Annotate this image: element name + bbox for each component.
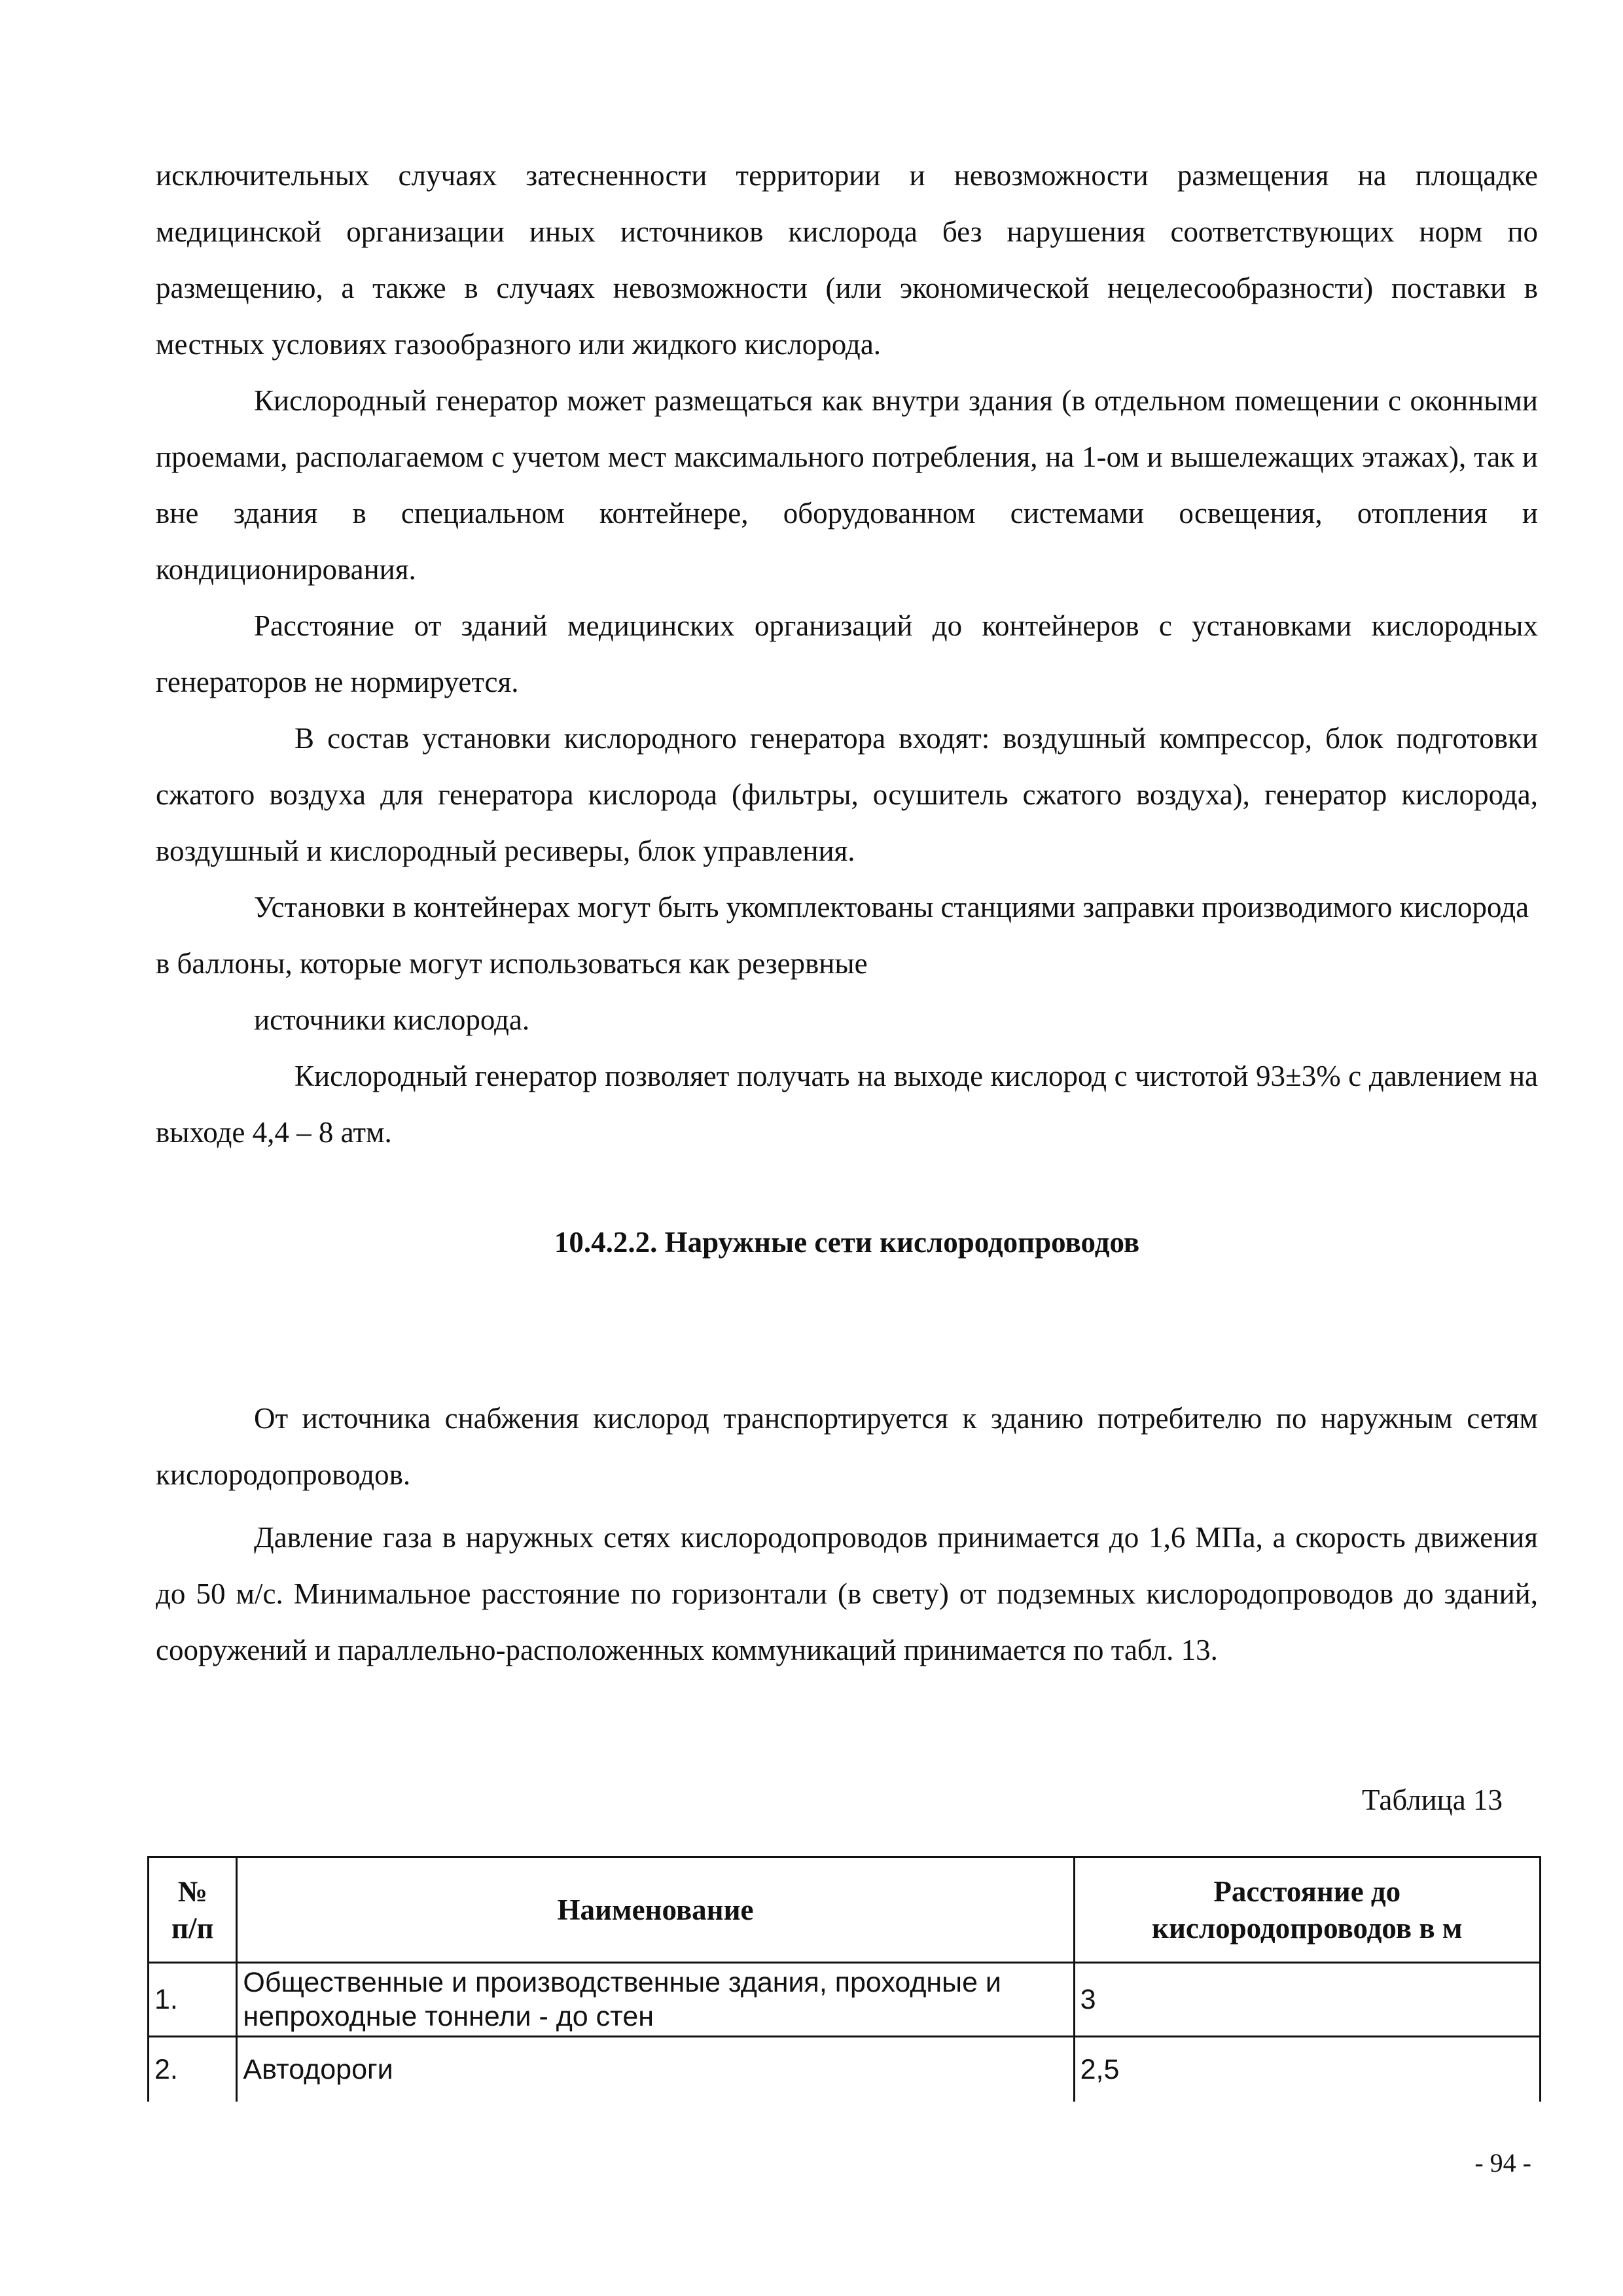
header-number-line1: № <box>177 1875 207 1908</box>
cell-name: Общественные и производственные здания, проходные и непроходные тоннели - до стен <box>237 1963 1074 2037</box>
header-distance <box>1074 1857 1540 1963</box>
body-text-top <box>156 147 1538 1160</box>
paragraph-filling-stations-continued: источники кислорода. <box>254 1003 530 1036</box>
cell-number: 1. <box>149 1963 237 2037</box>
paragraph-oxygen-purity: Кислородный генератор позволяет получать на выходе кислород с чистотой 93±3% с давлением на выходе 4,4 – 8 атм. <box>156 1060 1538 1149</box>
cell-name: Автодороги <box>237 2037 1074 2102</box>
paragraph-generator-placement: Кислородный генератор может размещаться как внутри здания (в отдельном помещении с оконными проемами, располагаемом с учетом мест максимального потребления, на 1-ом и вышележащих этажах), так и вне здания в специальном контейнере, оборудованном системами освещения, отопления и кондиционирования. <box>156 384 1538 586</box>
cell-number: 2. <box>149 2037 237 2102</box>
page-number: - 94 - <box>1474 2148 1531 2178</box>
paragraph-generator-composition: В состав установки кислородного генератора входят: воздушный компрессор, блок подготовки сжатого воздуха для генератора кислорода (фильтры, осушитель сжатого воздуха), генератор кислорода, воздушный и кислородный ресиверы, блок управления. <box>156 722 1538 867</box>
paragraph-filling-stations: Установки в контейнерах могут быть укомплектованы станциями заправки производимого кислорода в баллоны, которые могут использоваться как резервные <box>156 891 1529 980</box>
paragraph-transport: От источника снабжения кислород транспортируется к зданию потребителю по наружным сетям кислородопроводов. <box>156 1402 1538 1491</box>
table-row <box>149 2037 1541 2102</box>
distance-table <box>147 1856 1541 2102</box>
cell-distance: 2,5 <box>1074 2037 1540 2102</box>
paragraph-sources-conditions: исключительных случаях затесненности территории и невозможности размещения на площадке медицинской организации иных источников кислорода без нарушения соответствующих норм по размещению, а также в случаях невозможности (или экономической нецелесообразности) поставки в местных условиях газообразного или жидкого кислорода. <box>156 159 1538 361</box>
header-distance-line2: кислородопроводов в м <box>1152 1912 1463 1945</box>
distance-table-wrapper <box>147 1856 1541 2102</box>
paragraph-container-distance: Расстояние от зданий медицинских организаций до контейнеров с установками кислородных генераторов не нормируется. <box>156 609 1538 698</box>
table-caption: Таблица 13 <box>1362 1784 1503 1816</box>
cell-distance: 3 <box>1074 1963 1540 2037</box>
table-header-row <box>149 1857 1541 1963</box>
table-row <box>149 1963 1541 2037</box>
section-heading: 10.4.2.2. Наружные сети кислородопроводов <box>554 1226 1140 1259</box>
header-number-line2: п/п <box>171 1912 214 1945</box>
header-distance-line1: Расстояние до <box>1213 1875 1401 1908</box>
paragraph-pressure-speed: Давление газа в наружных сетях кислородопроводов принимается до 1,6 МПа, а скорость движения до 50 м/с. Минимальное расстояние по горизонтали (в свету) от подземных кислородопроводов до зданий, сооружений и параллельно-расположенных коммуникаций принимается по табл. 13. <box>156 1521 1538 1666</box>
header-name: Наименование <box>237 1857 1074 1963</box>
header-number <box>149 1857 237 1963</box>
body-text-bottom <box>156 1390 1538 1678</box>
